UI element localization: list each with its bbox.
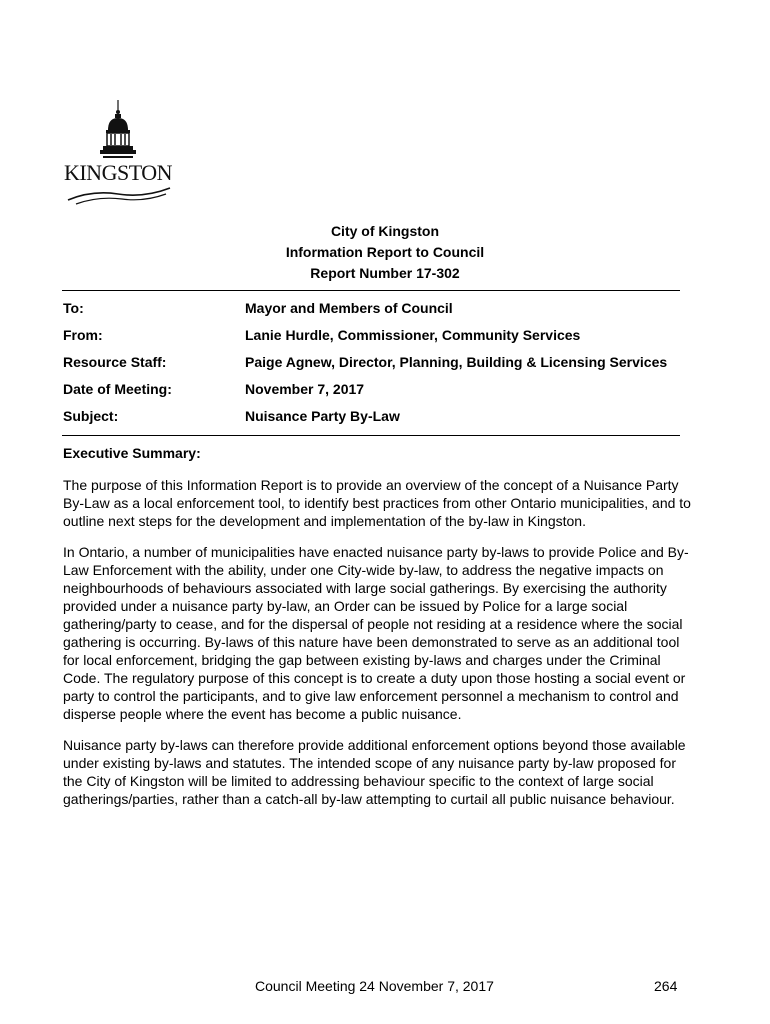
meta-value: Lanie Hurdle, Commissioner, Community Services bbox=[245, 327, 581, 343]
meta-row-date bbox=[63, 379, 703, 406]
meta-value: Nuisance Party By-Law bbox=[245, 408, 400, 424]
meta-row-resource-staff bbox=[63, 352, 703, 379]
meta-label: Date of Meeting: bbox=[63, 381, 172, 397]
report-meta bbox=[63, 298, 703, 433]
executive-summary bbox=[63, 442, 695, 821]
meta-row-to bbox=[63, 298, 703, 325]
meta-label: To: bbox=[63, 300, 84, 316]
report-type: Information Report to Council bbox=[285, 244, 485, 260]
meta-label: Resource Staff: bbox=[63, 354, 167, 370]
meta-row-subject bbox=[63, 406, 703, 433]
paragraph: In Ontario, a number of municipalities have enacted nuisance party by-laws to provide Police and By-Law Enforcement with the ability, under one City-wide by-law, to address the negative impacts on neighbourhoods of behaviours associated with large social gatherings. By exercising the authority provided under a nuisance party by-law, an Order can be issued by Police for a large social gathering/party to cease, and for the dispersal of people not residing at a residence where the social gathering is occurring. By-laws of this nature have been demonstrated to serve as an additional tool for local enforcement, bridging the gap between existing by-laws and charges under the Criminal Code. The regulatory purpose of this concept is to create a duty upon those hosting a social event or party to control the participants, and to give law enforcement personnel a mechanism to control and disperse people where the event has become a public nuisance. bbox=[63, 544, 689, 722]
report-header bbox=[0, 221, 770, 284]
footer-meeting: Council Meeting 24 November 7, 2017 bbox=[255, 978, 494, 994]
meta-value: November 7, 2017 bbox=[245, 381, 365, 397]
meta-row-from bbox=[63, 325, 703, 352]
logo-wordmark: KINGSTON bbox=[63, 160, 173, 185]
header-divider bbox=[62, 290, 680, 291]
meta-label: From: bbox=[63, 327, 103, 343]
paragraph: Nuisance party by-laws can therefore provide additional enforcement options beyond those available under existing by-laws and statutes. The intended scope of any nuisance party by-law proposed for the City of Kingston will be limited to addressing behaviour specific to the context of large social gatherings/parties, rather than a catch-all by-law attempting to curtail all public nuisance behaviour. bbox=[63, 737, 686, 807]
paragraph: The purpose of this Information Report is to provide an overview of the concept of a Nuisance Party By-Law as a local enforcement tool, to identify best practices from other Ontario municipalities, and to outline next steps for the development and implementation of the by-law in Kingston. bbox=[63, 477, 691, 529]
city-name: City of Kingston bbox=[330, 223, 440, 239]
section-heading: Executive Summary: bbox=[63, 445, 201, 461]
page-number: 264 bbox=[654, 978, 678, 994]
meta-divider bbox=[62, 435, 680, 436]
kingston-logo bbox=[62, 96, 174, 208]
meta-value: Paige Agnew, Director, Planning, Building & Licensing Services bbox=[245, 354, 668, 370]
report-number: Report Number 17-302 bbox=[310, 265, 460, 281]
meta-label: Subject: bbox=[63, 408, 119, 424]
meta-value: Mayor and Members of Council bbox=[245, 300, 453, 316]
